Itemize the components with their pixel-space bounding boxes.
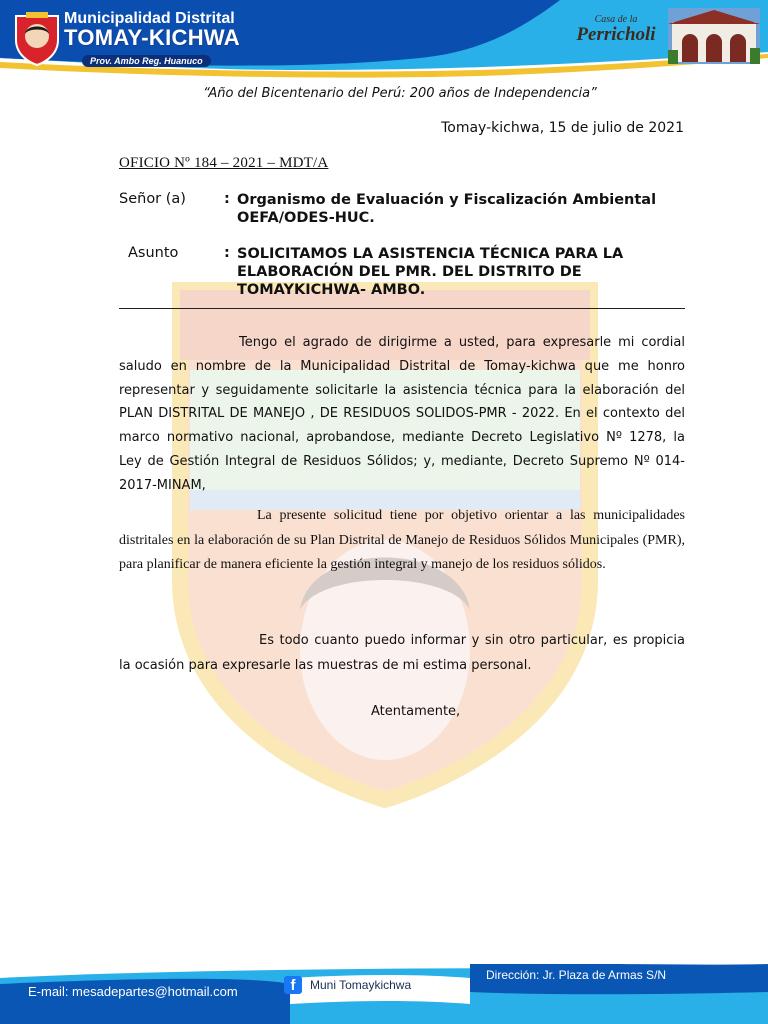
brand-line-1: Municipalidad Distrital <box>64 10 235 27</box>
oficio-number: OFICIO Nº 184 – 2021 – MDT/A <box>119 155 329 171</box>
perricholi-small-text: Casa de la <box>594 14 638 25</box>
recipient-label: Señor (a) <box>119 191 186 207</box>
facebook-icon: f <box>284 976 302 994</box>
subject-value: SOLICITAMOS LA ASISTENCIA TÉCNICA PARA LA ELABORACIÓN DEL PMR. DEL DISTRITO DE TOMAYKICHWA- AMBO. <box>237 246 624 298</box>
separator-line <box>119 308 685 309</box>
brand-line-3: Prov. Ambo Reg. Huanuco <box>82 55 211 67</box>
recipient-colon: : <box>224 191 230 207</box>
year-motto: “Año del Bicentenario del Perú: 200 años de Independencia” <box>203 86 597 101</box>
paragraph-2: La presente solicitud tiene por objetivo orientar a las municipalidades distritales en la elaboración de su Plan Distrital de Manejo de Residuos Sólidos Municipales (PMR), para planificar de manera eficiente la gestión integral y manejo de los residuos sólidos. <box>119 508 685 572</box>
facebook-text: Muni Tomaykichwa <box>310 978 412 992</box>
perricholi-big-text: Perricholi <box>576 24 656 45</box>
municipality-name <box>64 10 240 68</box>
municipal-crest-icon <box>12 10 62 66</box>
footer-email: E-mail: mesadepartes@hotmail.com <box>28 984 238 999</box>
letterhead <box>0 0 768 80</box>
recipient-value: Organismo de Evaluación y Fiscalización Ambiental OEFA/ODES-HUC. <box>237 192 657 226</box>
paragraph-1: Tengo el agrado de dirigirme a usted, para expresarle mi cordial saludo en nombre de la Municipalidad Distrital de Tomay-kichwa que me honro representar y seguidamente solicitarle la asistencia técnica para la elaboración del PLAN DISTRITAL DE MANEJO , DE RESIDUOS SOLIDOS-PMR - 2022. En el contexto del marco normativo nacional, aprobandose, mediante Decreto Legislativo Nº 1278, la Ley de Gestión Integral de Residuos Sólidos; y, mediante, Decreto Supremo Nº 014-2017-MINAM, <box>119 335 685 493</box>
footer-address: Dirección: Jr. Plaza de Armas S/N <box>486 968 667 982</box>
subject-label: Asunto <box>128 245 179 261</box>
subject-colon: : <box>224 245 230 261</box>
footer-facebook <box>284 976 411 994</box>
house-photo <box>668 8 760 64</box>
footer <box>0 964 768 1024</box>
brand-line-2: TOMAY-KICHWA <box>64 25 240 50</box>
letter-date: Tomay-kichwa, 15 de julio de 2021 <box>441 120 684 136</box>
paragraph-3: Es todo cuanto puedo informar y sin otro particular, es propicia la ocasión para expresarle las muestras de mi estima personal. <box>119 633 685 673</box>
closing: Atentamente, <box>371 704 461 719</box>
perricholi-logo <box>566 14 666 45</box>
